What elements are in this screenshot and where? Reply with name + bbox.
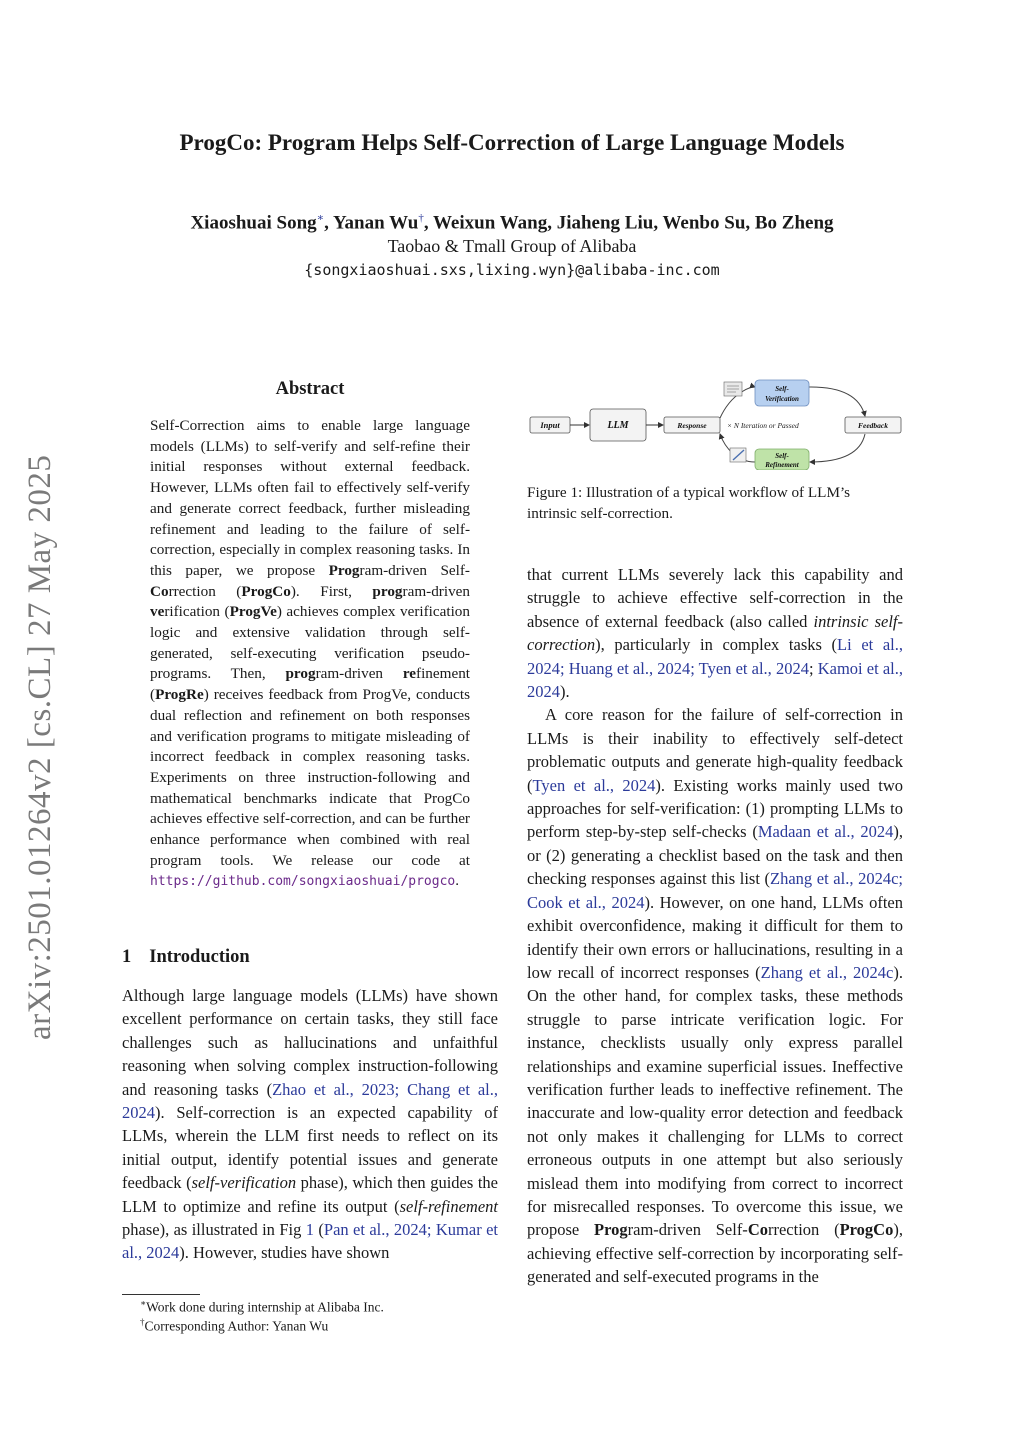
- document-icon: [724, 382, 742, 396]
- citation-link[interactable]: Tyen et al., 2024: [532, 775, 656, 795]
- refinement-label-1: Self-: [775, 452, 789, 460]
- footnote-1: ∗Work done during internship at Alibaba Inc.: [140, 1298, 384, 1315]
- author-email: {songxiaoshuai.sxs,lixing.wyn}@alibaba-inc.com: [304, 261, 720, 279]
- input-label: Input: [540, 420, 560, 430]
- abstract-text: Self-Correction aims to enable large language models (LLMs) to self-verify and self-refine their initial responses without external feedback. However, LLMs often fail to effectively self-verify and generate correct feedback, further misleading refinement and leading to the failure of self-correction, especially in complex reasoning tasks. In this paper, we propose Program-driven Self-Correction (ProgCo). First, program-driven verification (ProgVe) achieves complex verification logic and extensive validation through self-generated, self-executing verification pseudo-programs. Then, program-driven refinement (ProgRe) receives feedback from ProgVe, conducts dual reflection and refinement on both responses and verification programs to mitigate misleading of incorrect feedback in complex reasoning tasks. Experiments on three instruction-following and mathematical benchmarks indicate that ProgCo achieves effective self-correction, and can be further enhance performance when combined with real program tools. We release our code at https://github.com/songxiaoshuai/progco.: [150, 417, 471, 890]
- intro-right-text: [527, 563, 903, 1289]
- verification-label-2: Verification: [765, 395, 799, 403]
- figure-1-workflow: [527, 378, 905, 470]
- verification-label-1: Self-: [775, 385, 789, 393]
- author-2: Yanan Wu: [332, 212, 419, 234]
- citation-link[interactable]: Madaan et al., 2024: [757, 822, 894, 842]
- section-heading-introduction: [122, 947, 250, 968]
- citation-link[interactable]: Kamoi et al., 2024: [527, 658, 903, 702]
- author-rest: , Weixun Wang, Jiaheng Liu, Wenbo Su, Bo Zheng: [423, 212, 834, 234]
- intro-right-paragraph-1: that current LLMs severely lack this capability and struggle to achieve effective self-correction in the absence of external feedback (also called intrinsic self-correction), particularly in complex tasks (Li et al., 2024; Huang et al., 2024; Tyen et al., 2024; Kamoi et al., 2024).: [527, 565, 903, 702]
- author-1: Xiaoshuai Song: [190, 212, 317, 234]
- edit-icon: [730, 448, 746, 462]
- llm-label: LLM: [607, 420, 629, 431]
- citation-link[interactable]: Zhang et al., 2024c; Cook et al., 2024: [527, 869, 903, 912]
- intro-right-paragraph-2: A core reason for the failure of self-correction in LLMs is their inability to effectively self-detect problematic outputs and generate high-quality feedback (Tyen et al., 2024). Existing works mainly used two approaches for self-verification: (1) prompting LLMs to perform step-by-step self-checks (Madaan et al., 2024), or (2) generating a checklist based on the task and then checking responses against this list (Zhang et al., 2024c; Cook et al., 2024). However, on one hand, LLMs often exhibit overconfidence, making it difficult for them to identify their own errors or hallucinations, resulting in a low recall of incorrect responses (Zhang et al., 2024c). On the other hand, for complex tasks, these methods struggle to parse intricate verification logic. For instance, checklists usually only express parallel relationships and examine superficial issues. Ineffective verification further leads to ineffective refinement. The inaccurate and low-quality error detection and feedback not only makes it challenging for LLMs to correct erroneous outputs in one attempt but also seriously mislead them into modifying from correct to incorrect for misrecalled responses. To overcome this issue, we propose Program-driven Self-Correction (ProgCo), achieving effective self-correction by incorporating self-generated and self-executed programs in the: [527, 705, 903, 1287]
- footnote-rule: [122, 1294, 200, 1295]
- code-link[interactable]: https://github.com/songxiaoshuai/progco: [150, 874, 456, 890]
- arxiv-margin-stamp: arXiv:2501.01264v2 [cs.CL] 27 May 2025: [22, 454, 58, 1040]
- feedback-label: Feedback: [858, 421, 888, 430]
- figure-1-caption: Figure 1: Illustration of a typical workflow of LLM’s intrinsic self-correction.: [527, 484, 851, 522]
- iteration-label: × N Iteration or Passed: [727, 421, 799, 430]
- section-title: Introduction: [149, 947, 250, 967]
- footnote-2: †Corresponding Author: Yanan Wu: [140, 1317, 329, 1334]
- author-1-mark: ∗: [316, 212, 325, 224]
- citation-link[interactable]: Pan et al., 2024; Kumar et al., 2024: [122, 1220, 498, 1263]
- author-2-mark: †: [418, 212, 424, 224]
- citation-link[interactable]: Zhao et al., 2023; Chang et al., 2024: [122, 1079, 498, 1123]
- citation-link[interactable]: Zhang et al., 2024c: [760, 962, 894, 982]
- response-label: Response: [677, 421, 707, 430]
- affiliation: Taobao & Tmall Group of Alibaba: [387, 236, 637, 256]
- author-list: Xiaoshuai Song∗, Yanan Wu†, Weixun Wang, Jiaheng Liu, Wenbo Su, Bo Zheng: [190, 212, 834, 234]
- section-number: 1: [122, 947, 132, 967]
- paper-title: ProgCo: Program Helps Self-Correction of Large Language Models: [179, 130, 845, 155]
- intro-left-paragraph: Although large language models (LLMs) have shown excellent performance on certain tasks, they still face challenges such as hallucinations and unfaithful reasoning when solving complex instruction-following and reasoning tasks (Zhao et al., 2023; Chang et al., 2024). Self-correction is an expected capability of LLMs, wherein the LLM first needs to reflect on its initial output, identify potential issues and generate feedback (self-verification phase), which then guides the LLM to optimize and refine its output (self-refinement phase), as illustrated in Fig 1 (Pan et al., 2024; Kumar et al., 2024). However, studies have shown: [122, 986, 498, 1263]
- refinement-label-2: Refinement: [765, 461, 799, 469]
- citation-link[interactable]: Li et al., 2024; Huang et al., 2024; Tyen et al., 2024: [527, 635, 903, 678]
- figure-ref-link[interactable]: 1: [305, 1220, 314, 1240]
- abstract-heading: Abstract: [275, 379, 345, 399]
